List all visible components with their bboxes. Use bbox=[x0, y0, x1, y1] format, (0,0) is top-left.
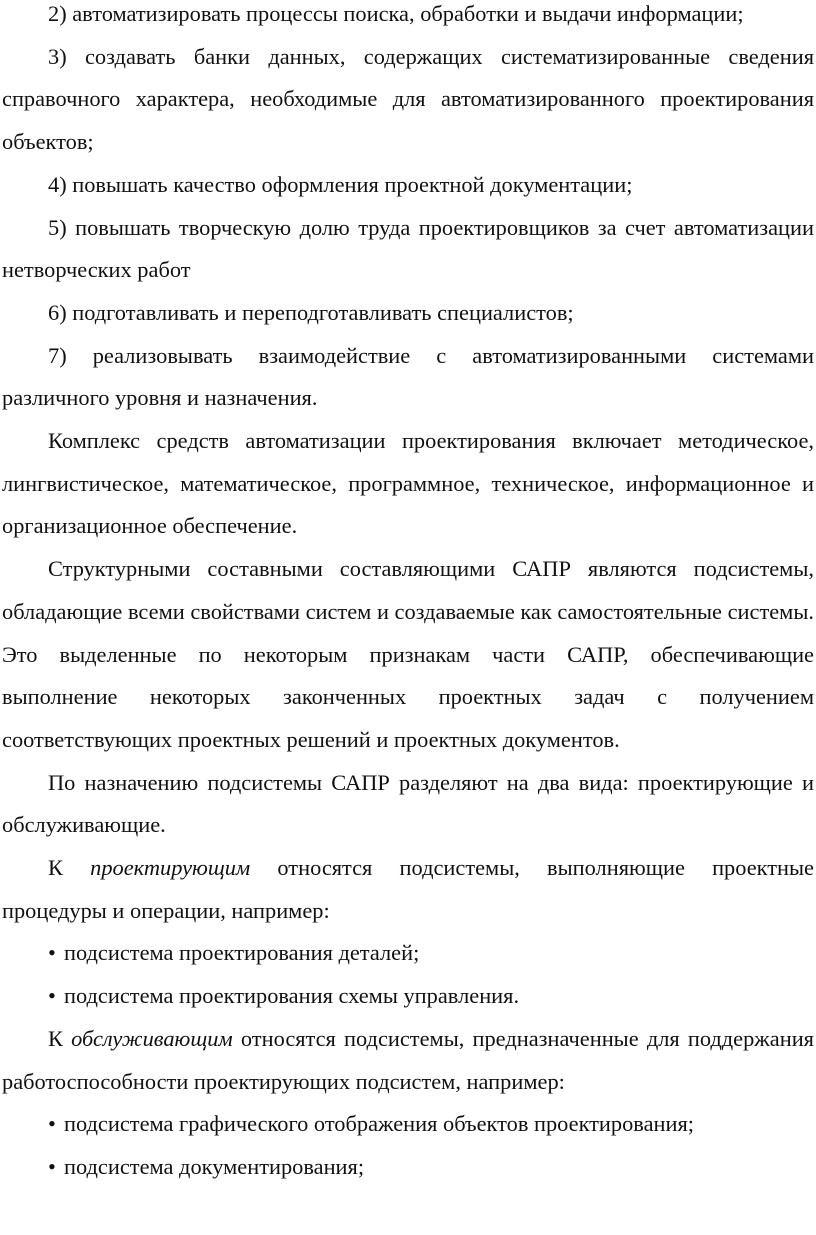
servicing-term: обслуживающим bbox=[71, 1025, 233, 1051]
paragraph-item-7: 7) реализовывать взаимодействие с автоматизированными системами различного уровня и назначения. bbox=[2, 342, 814, 411]
servicing-prefix: К bbox=[48, 1025, 72, 1051]
bullet-item bbox=[2, 975, 814, 1018]
bullet-icon: • bbox=[48, 1153, 56, 1179]
designing-rest: относятся подсистемы, выполняющие проектные процедуры и операции, например: bbox=[2, 855, 814, 923]
bullet-icon: • bbox=[48, 940, 56, 966]
paragraph-item-4: 4) повышать качество оформления проектной документации; bbox=[48, 171, 633, 197]
designing-prefix: К bbox=[48, 855, 91, 881]
bullet-text: подсистема проектирования деталей; bbox=[64, 940, 420, 966]
paragraph-servicing bbox=[2, 1018, 814, 1103]
bullet-item bbox=[2, 1146, 814, 1189]
bullet-text: подсистема графического отображения объектов проектирования; bbox=[64, 1111, 695, 1137]
designing-term: проектирующим bbox=[90, 855, 251, 881]
bullet-item bbox=[2, 1103, 814, 1146]
paragraph-item-5: 5) повышать творческую долю труда проектировщиков за счет автоматизации нетворческих работ bbox=[2, 214, 814, 283]
paragraph-item-2: 2) автоматизировать процессы поиска, обработки и выдачи информации; bbox=[48, 1, 744, 26]
paragraph-item-3: 3) создавать банки данных, содержащих систематизированные сведения справочного характера, необходимые для автоматизированного проектирования объектов; bbox=[2, 43, 814, 155]
bullet-text: подсистема проектирования схемы управления. bbox=[64, 983, 520, 1009]
paragraph-designing bbox=[2, 847, 814, 932]
paragraph-item-6: 6) подготавливать и переподготавливать специалистов; bbox=[48, 299, 574, 325]
bullet-item bbox=[2, 932, 814, 975]
paragraph-complex: Комплекс средств автоматизации проектирования включает методическое, лингвистическое, математическое, программное, техническое, информационное и организационное обеспечение. bbox=[2, 428, 814, 539]
bullet-icon: • bbox=[48, 1111, 56, 1137]
servicing-rest: относятся подсистемы, предназначенные для поддержания работоспособности проектирующих подсистем, например: bbox=[2, 1025, 814, 1094]
paragraph-structure: Структурными составными составляющими САПР являются подсистемы, обладающие всеми свойствами систем и создаваемые как самостоятельные системы. Это выделенные по некоторым признакам части САПР, обеспечивающие выполнение некоторых законченных проектных задач с получением соответствующих проектных решений и проектных документов. bbox=[2, 556, 814, 752]
bullet-icon: • bbox=[48, 983, 56, 1009]
paragraph-purpose: По назначению подсистемы САПР разделяют на два вида: проектирующие и обслуживающие. bbox=[2, 769, 814, 838]
bullet-text: подсистема документирования; bbox=[64, 1153, 365, 1179]
